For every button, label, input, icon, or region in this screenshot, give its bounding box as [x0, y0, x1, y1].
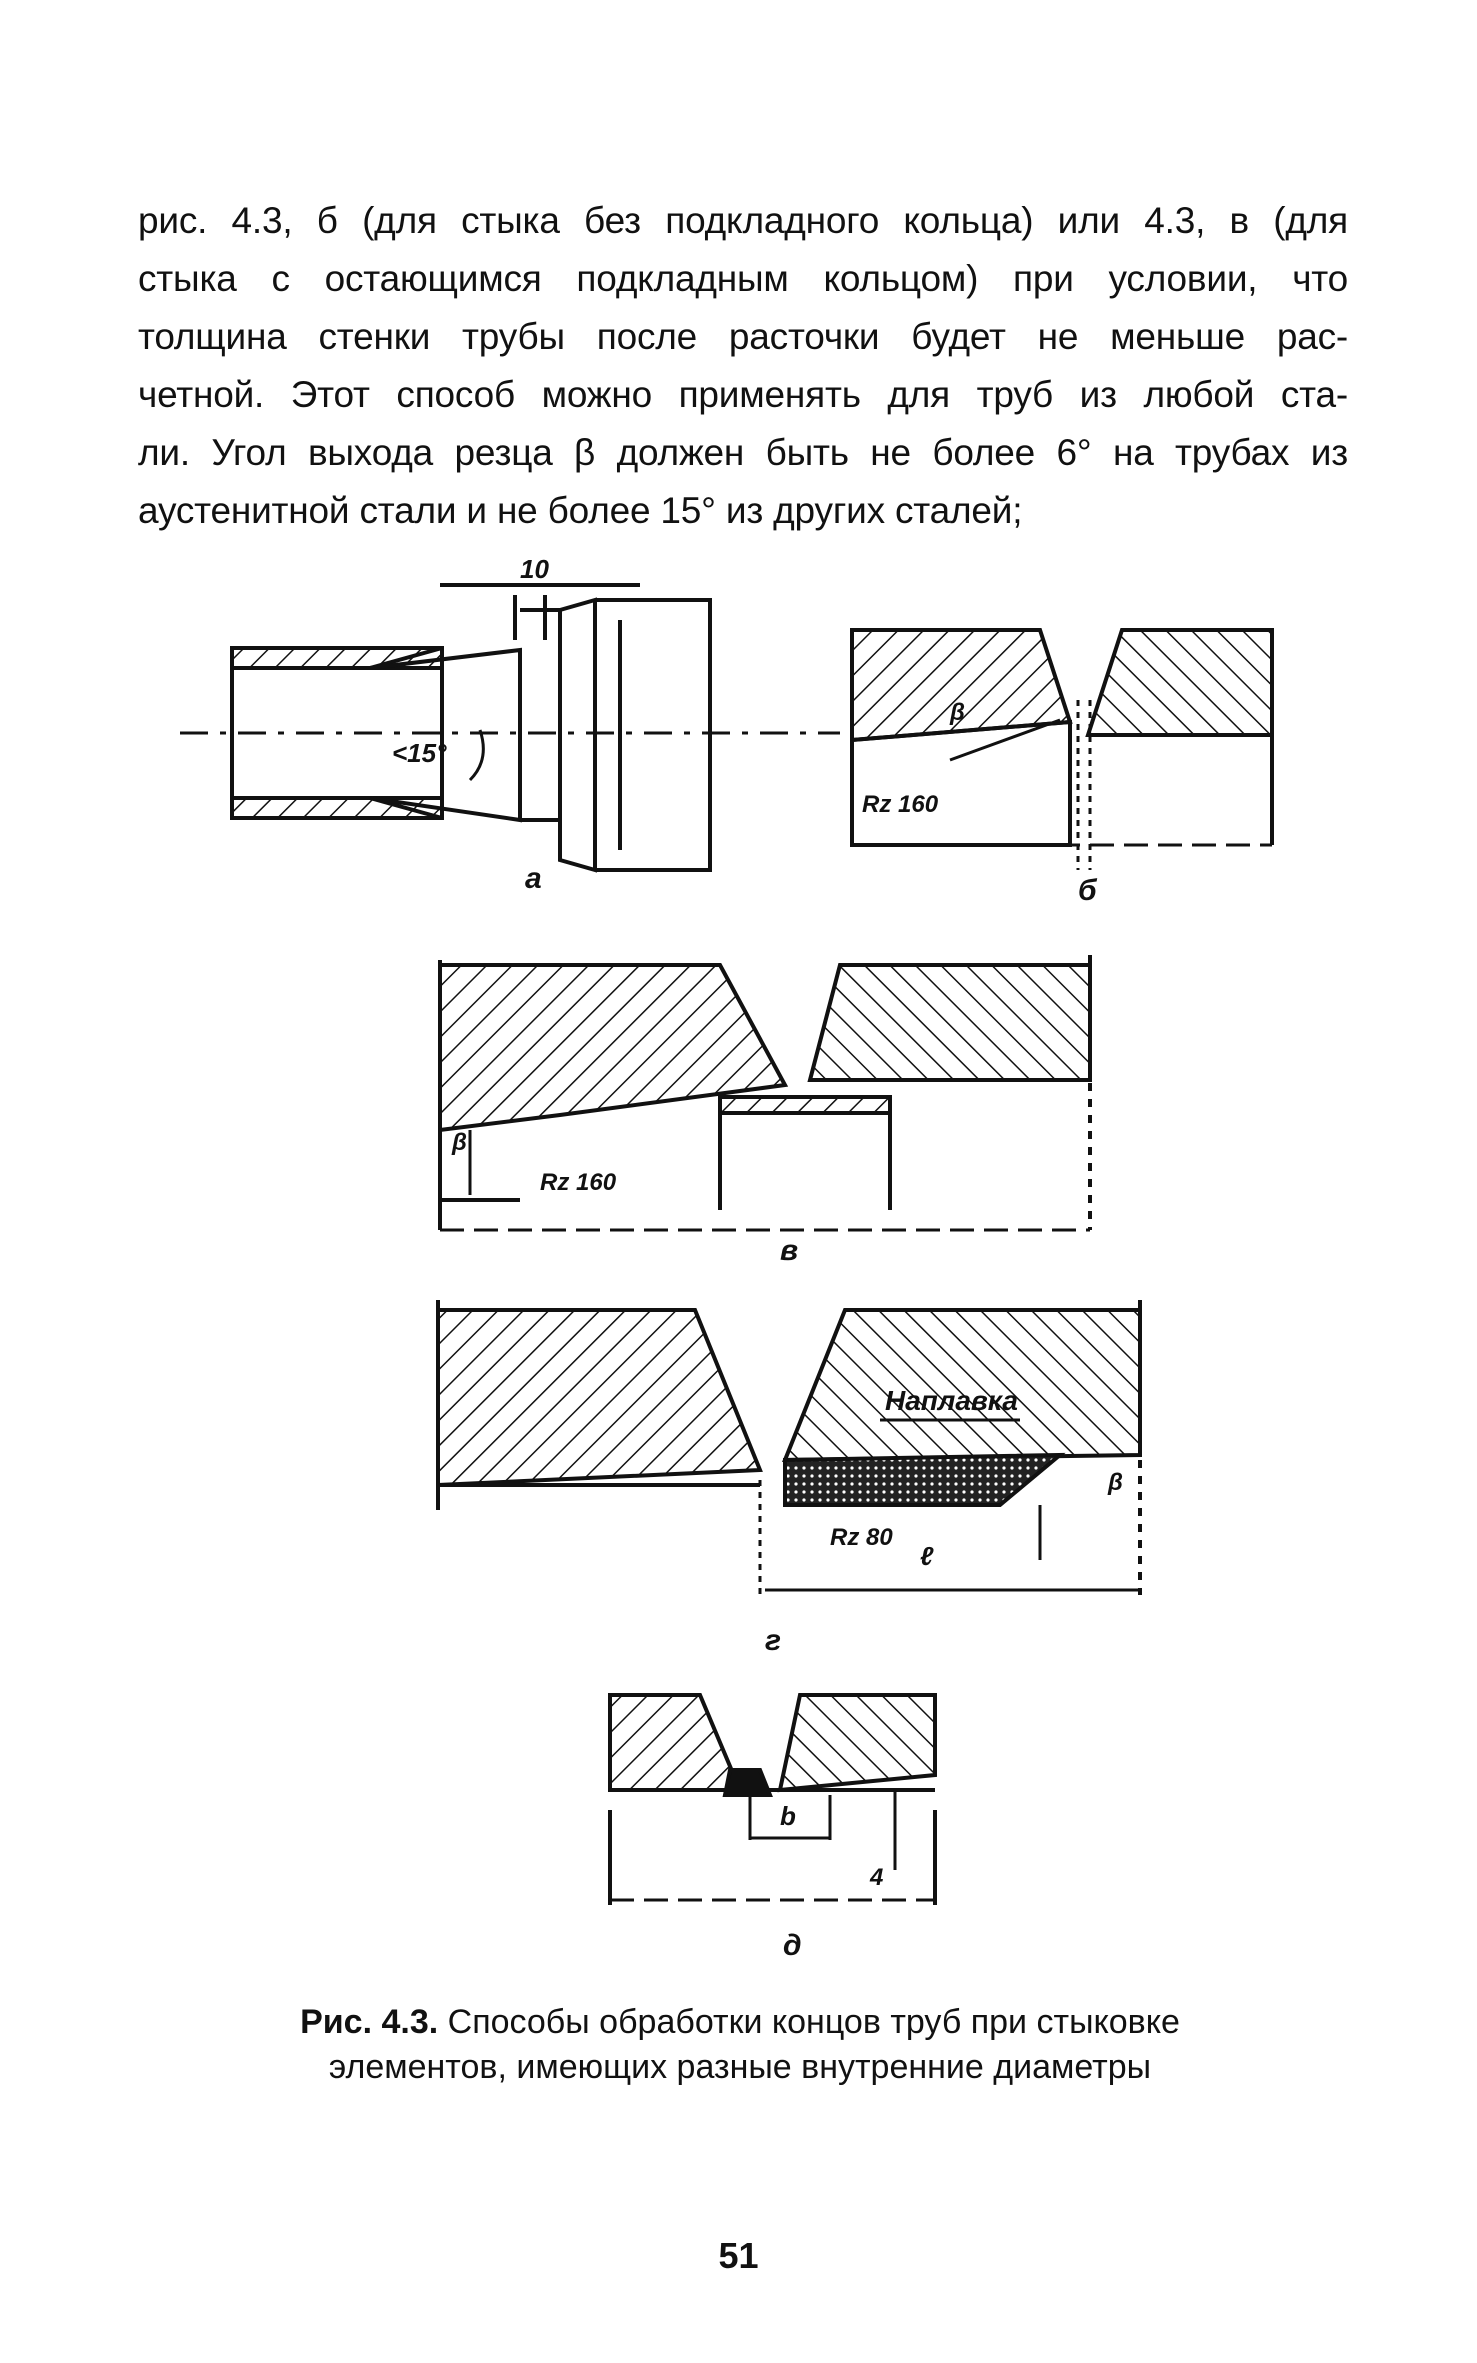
- paragraph-line: аустенитной стали и не более 15° из других сталей;: [138, 490, 1023, 531]
- label-dim-10: 10: [520, 554, 549, 584]
- label-l-g: ℓ: [920, 1541, 934, 1571]
- label-beta-v: β: [452, 1129, 467, 1156]
- paragraph-line: четной. Этот способ можно применять для труб из любой ста-: [138, 374, 1348, 415]
- paragraph-line: ли. Угол выхода резца β должен быть не более 6° на трубах из: [138, 432, 1348, 473]
- paragraph-line: рис. 4.3, б (для стыка без подкладного кольца) или 4.3, в (для: [138, 200, 1348, 241]
- label-a: а: [525, 862, 542, 895]
- subfigure-a: [180, 585, 840, 870]
- label-g: г: [765, 1624, 782, 1657]
- label-b-d: b: [780, 1801, 796, 1831]
- label-rz-v: Rz 160: [540, 1169, 617, 1196]
- caption-text-2: элементов, имеющих разные внутренние диаметры: [328, 2048, 1152, 2086]
- subfigure-d: [610, 1695, 935, 1905]
- label-beta-g: β: [1108, 1469, 1123, 1496]
- page-number: 51: [718, 2235, 759, 2276]
- figure-caption: [180, 2000, 1300, 2090]
- subfigure-g: [438, 1300, 1140, 1600]
- label-beta-b: β: [950, 699, 965, 726]
- label-4-d: 4: [870, 1864, 884, 1891]
- subfigure-b: [852, 630, 1272, 870]
- paragraph-line: стыка с остающимся подкладным кольцом) при условии, что: [138, 258, 1348, 299]
- caption-prefix: Рис. 4.3.: [300, 2003, 439, 2041]
- label-b: б: [1078, 874, 1097, 907]
- label-v: в: [780, 1234, 799, 1267]
- label-rz-g: Rz 80: [830, 1524, 893, 1551]
- caption-text-1: Способы обработки концов труб при стыковке: [438, 2003, 1180, 2041]
- subfigure-v: [440, 955, 1090, 1230]
- label-naplavka: Наплавка: [885, 1385, 1018, 1416]
- label-rz-b: Rz 160: [862, 791, 939, 818]
- paragraph-line: толщина стенки трубы после расточки будет не меньше рас-: [138, 316, 1348, 357]
- label-angle-15: <15°: [392, 738, 447, 768]
- label-d: д: [783, 1929, 802, 1962]
